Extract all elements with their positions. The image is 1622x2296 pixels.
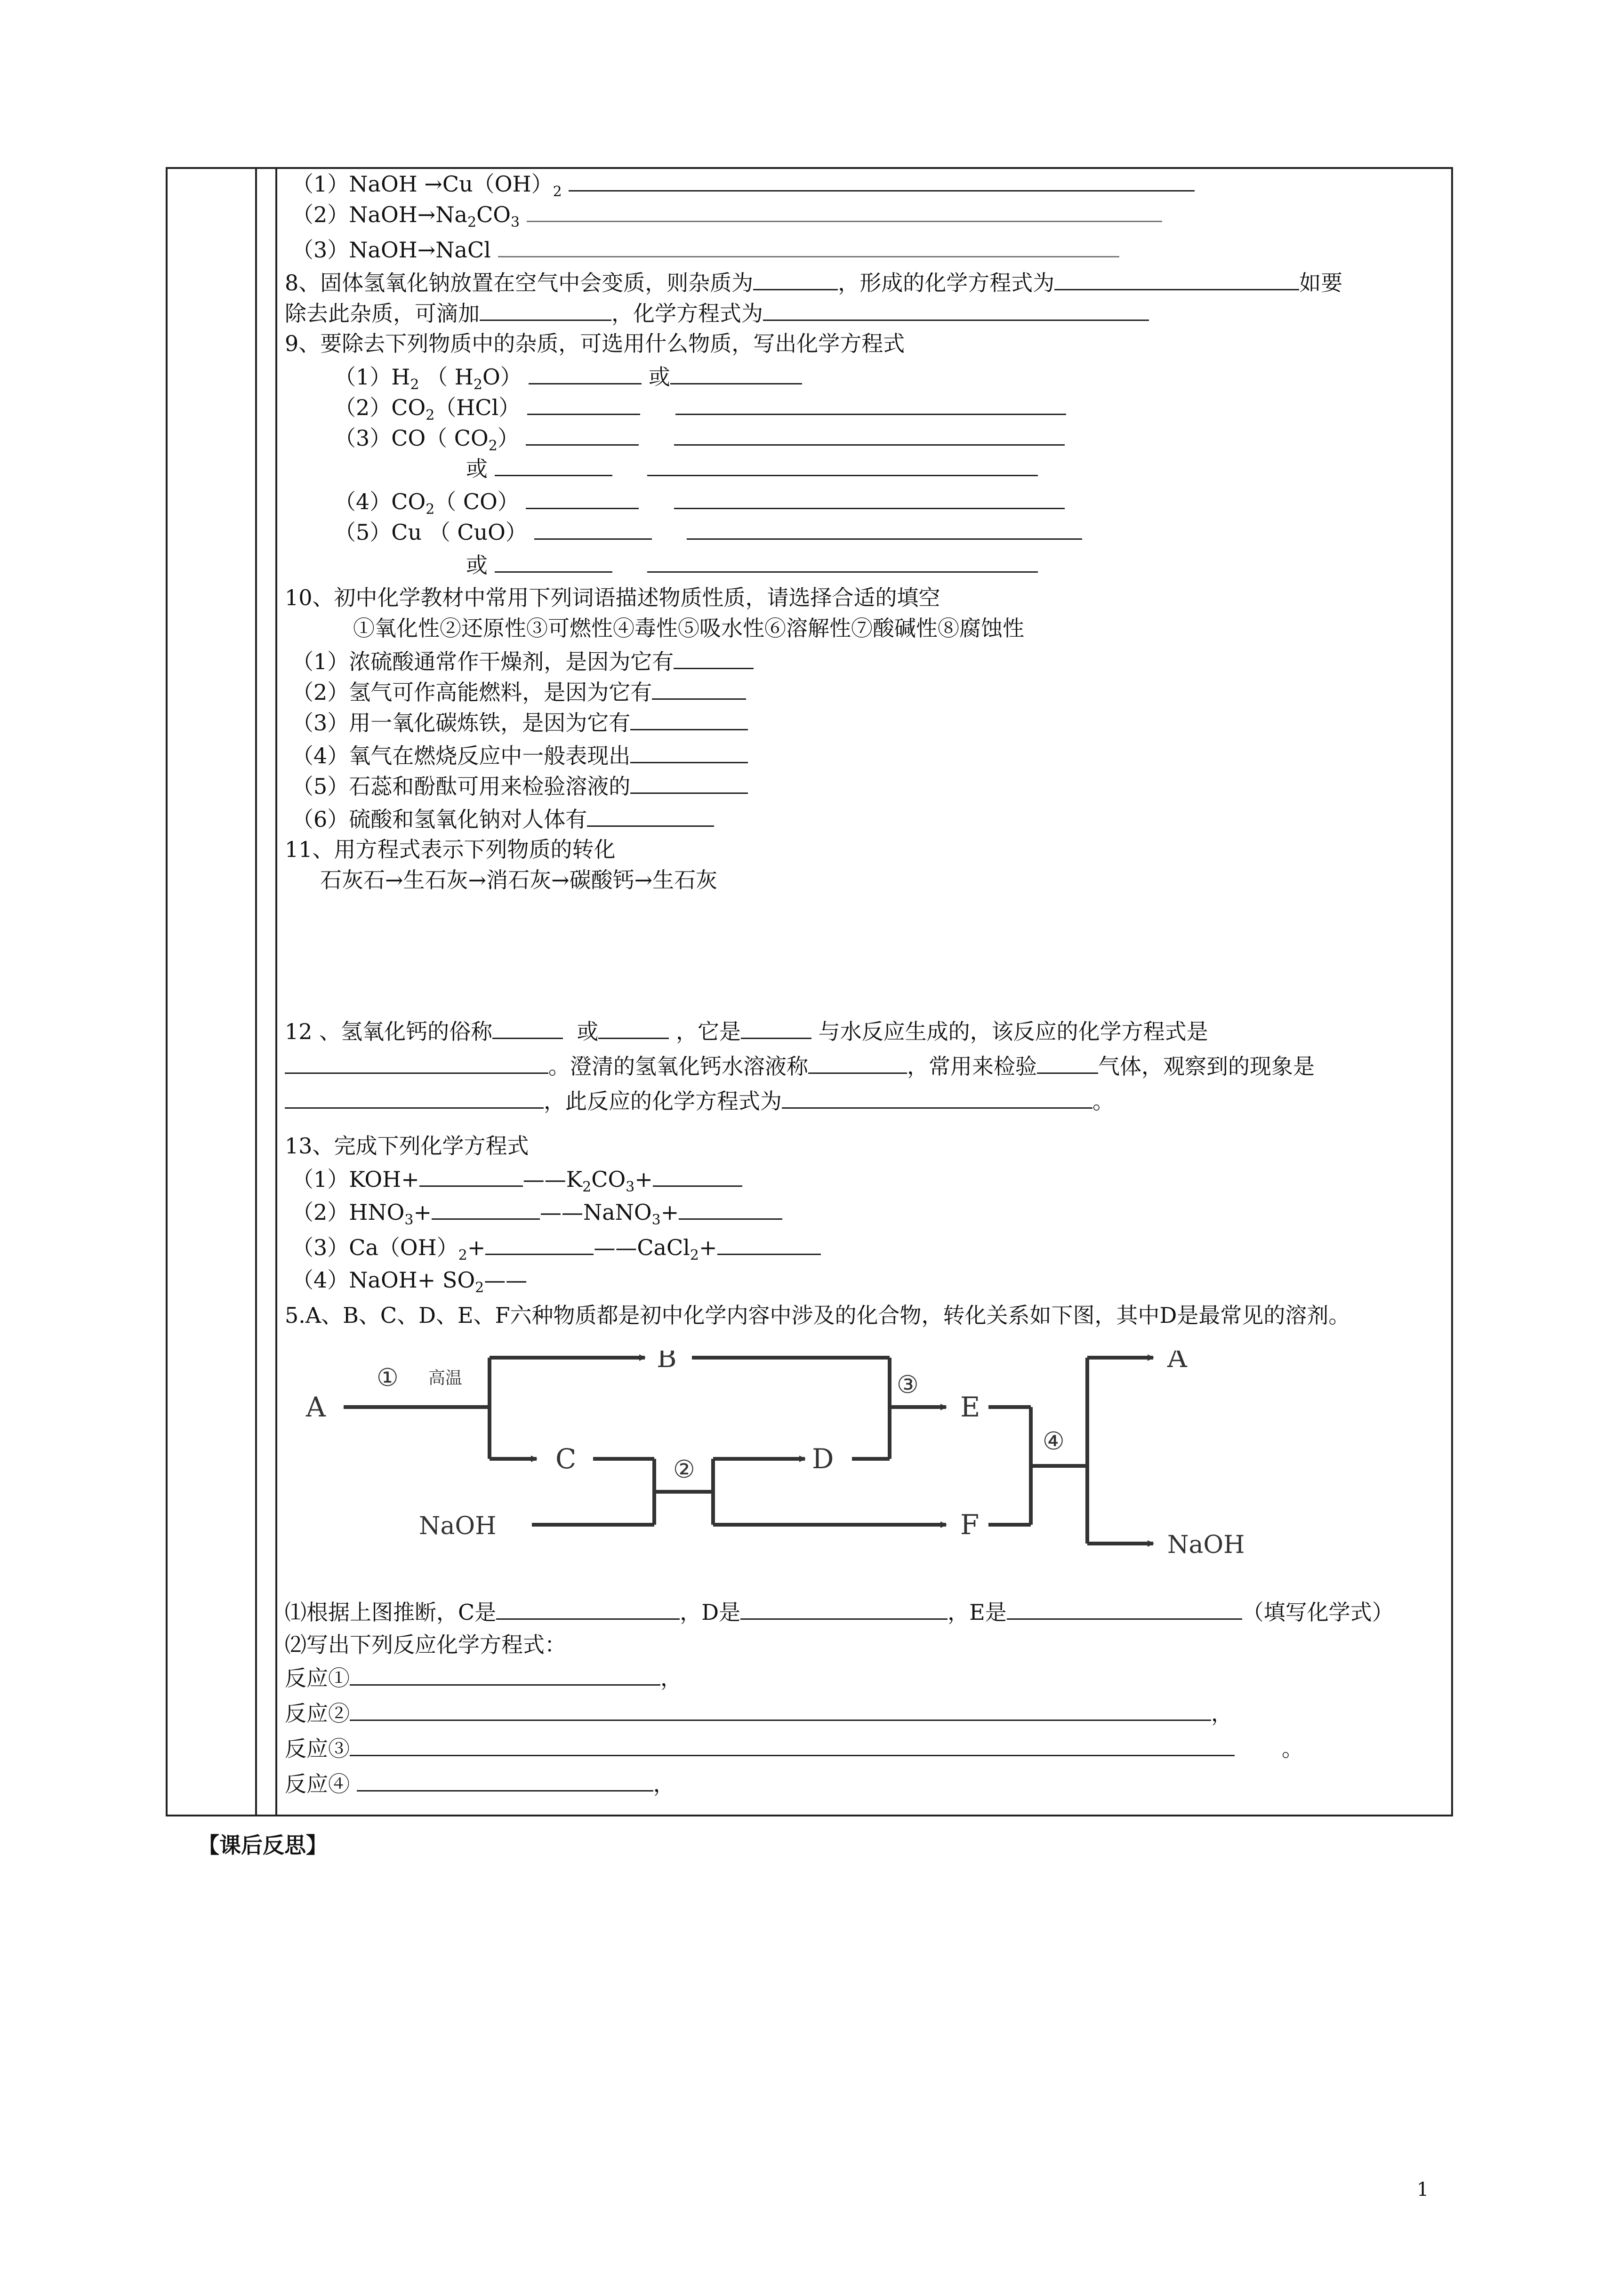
answer-blank[interactable] xyxy=(350,1664,660,1686)
answer-blank[interactable] xyxy=(285,1087,544,1109)
answer-blank[interactable] xyxy=(674,487,1065,509)
answer-blank[interactable] xyxy=(782,1087,1092,1109)
diagram-labels xyxy=(305,1351,1245,1559)
product-a: A xyxy=(1167,1351,1187,1374)
q13-item-2: $(2)HNO_3+$ ——NaNO$_3$+ xyxy=(292,1198,782,1234)
answer-blank[interactable] xyxy=(495,454,612,476)
answer-blank[interactable] xyxy=(674,647,754,669)
node-e: E xyxy=(960,1391,980,1423)
answer-blank[interactable] xyxy=(630,741,748,763)
conversion-diagram xyxy=(292,1351,1290,1595)
answer-blank[interactable] xyxy=(529,362,642,384)
q13-title: 13、完成下列化学方程式 xyxy=(285,1133,529,1159)
reaction-1-condition: 高温 xyxy=(428,1368,463,1388)
q9-item-2: $(2)CO_2(HCl)$ xyxy=(334,393,1066,430)
conversion-diagram-svg xyxy=(292,1351,1290,1595)
q10-item-2: （2）氢气可作高能燃料，是因为它有 xyxy=(292,678,746,706)
answer-blank[interactable] xyxy=(419,1165,523,1187)
answer-blank[interactable] xyxy=(526,487,639,509)
answer-blank[interactable] xyxy=(647,551,1038,573)
q13-item-4: （4）NaOH+ $SO_2——$ xyxy=(292,1267,528,1296)
q10-item-6: （6）硫酸和氢氧化钠对人体有 xyxy=(292,805,714,833)
q9-item-5: （5）Cu （ CuO） xyxy=(334,518,1082,546)
answer-blank[interactable] xyxy=(674,424,1065,446)
answer-blank[interactable] xyxy=(496,1598,680,1620)
q9-title: 9、要除去下列物质中的杂质，可选用什么物质，写出化学方程式 xyxy=(285,331,905,356)
answer-blank[interactable] xyxy=(652,678,746,700)
answer-blank[interactable] xyxy=(527,393,640,415)
answer-blank[interactable] xyxy=(653,1165,742,1187)
answer-blank[interactable] xyxy=(647,454,1038,476)
q13-item-1: $(1)KOH+ ——K_2CO_3+$ xyxy=(292,1165,742,1201)
reaction-line-3: 反应③ 。 xyxy=(285,1734,1303,1763)
answer-blank[interactable] xyxy=(534,518,652,540)
answer-blank[interactable] xyxy=(432,1198,540,1220)
answer-blank[interactable] xyxy=(480,299,611,321)
q7-item-3: （3）NaOH→NaCl xyxy=(292,235,1119,264)
answer-blank[interactable] xyxy=(350,1699,1211,1721)
answer-blank[interactable] xyxy=(1054,268,1299,290)
reagent-naoh: NaOH xyxy=(419,1512,497,1540)
node-b: B xyxy=(657,1351,677,1374)
reaction-2-marker: ② xyxy=(673,1456,695,1484)
table-divider-1 xyxy=(255,169,257,1815)
answer-blank[interactable] xyxy=(753,268,838,290)
q10-options: ①氧化性②还原性③可燃性④毒性⑤吸水性⑥溶解性⑦酸碱性⑧腐蚀性 xyxy=(353,616,1024,641)
node-c: C xyxy=(555,1443,577,1475)
answer-blank[interactable] xyxy=(717,1233,821,1255)
q7-item-2: $(2)NaOH\to Na_2CO_3$ xyxy=(292,200,1162,237)
q8-line-1: 8、固体氢氧化钠放置在空气中会变质，则杂质为 ，形成的化学方程式为 如要 xyxy=(285,268,1342,297)
answer-blank[interactable] xyxy=(492,1017,563,1039)
reaction-3-marker: ③ xyxy=(897,1371,919,1399)
node-a: A xyxy=(306,1391,326,1423)
reaction-1-marker: ① xyxy=(377,1364,399,1392)
answer-blank[interactable] xyxy=(587,805,714,827)
answer-blank[interactable] xyxy=(569,169,1195,192)
q10-item-3: （3）用一氧化碳炼铁，是因为它有 xyxy=(292,708,748,737)
answer-blank[interactable] xyxy=(1007,1598,1242,1620)
reaction-4-marker: ④ xyxy=(1043,1427,1065,1456)
answer-blank[interactable] xyxy=(679,1198,782,1220)
answer-blank[interactable] xyxy=(527,200,1162,222)
q9-item-3: （3）CO（ $CO_2$） xyxy=(334,424,1065,460)
q9-item-4: $(4)CO_2$（ CO） xyxy=(334,487,1065,524)
answer-blank[interactable] xyxy=(763,299,1149,321)
answer-blank[interactable] xyxy=(485,1233,594,1255)
answer-blank[interactable] xyxy=(526,424,639,446)
q5-subquestion-2: ⑵写出下列反应化学方程式： xyxy=(285,1632,566,1657)
answer-blank[interactable] xyxy=(808,1052,907,1074)
q10-item-1: （1）浓硫酸通常作干燥剂，是因为它有 xyxy=(292,647,754,676)
answer-blank[interactable] xyxy=(630,708,748,730)
q8-line-2: 除去此杂质，可滴加 ，化学方程式为 xyxy=(285,299,1149,328)
q5-title: 5.A、B、C、D、E、F六种物质都是初中化学内容中涉及的化合物，转化关系如下图，其中D是最常见的溶剂。 xyxy=(285,1303,1350,1328)
q7-item-1: （1）NaOH $\to Cu(OH)_2$ xyxy=(292,169,1195,206)
answer-blank[interactable] xyxy=(350,1734,1235,1756)
answer-blank[interactable] xyxy=(675,393,1066,415)
answer-blank[interactable] xyxy=(740,1598,948,1620)
answer-blank[interactable] xyxy=(687,518,1082,540)
answer-blank[interactable] xyxy=(357,1769,653,1792)
reflection-heading: 【课后反思】 xyxy=(198,1832,328,1858)
answer-blank[interactable] xyxy=(741,1017,811,1039)
answer-blank[interactable] xyxy=(498,235,1119,257)
q10-item-5: （5）石蕊和酚酞可用来检验溶液的 xyxy=(292,772,748,800)
q10-item-4: （4）氧气在燃烧反应中一般表现出 xyxy=(292,741,748,770)
answer-blank[interactable] xyxy=(1037,1052,1098,1074)
q11-title: 11、用方程式表示下列物质的转化 xyxy=(285,837,616,862)
reaction-line-1: 反应① ， xyxy=(285,1664,682,1692)
page-number: 1 xyxy=(1417,2179,1429,2200)
q11-chain: 石灰石→生石灰→消石灰→碳酸钙→生石灰 xyxy=(320,867,718,893)
node-f: F xyxy=(960,1509,980,1541)
answer-blank[interactable] xyxy=(285,1052,548,1074)
q9-item-5-or: 或 xyxy=(466,551,1038,579)
answer-blank[interactable] xyxy=(670,362,802,384)
q13-item-3: $(3)Ca(OH)_2+$ ——CaCl$_2$+ xyxy=(292,1233,821,1270)
q12-paragraph: 12 、氢氧化钙的俗称 或 ，它是 与水反应生成的，该反应的化学方程式是 。澄清的氢氧化钙水溶液称 ，常用来检验 气体，观察到的现象是 ，此反应的化学方程式为 。 xyxy=(285,1014,1445,1119)
node-d: D xyxy=(812,1443,834,1475)
q9-item-1: $(1)H_2$ （ $H_2O$） 或 xyxy=(334,362,802,399)
answer-blank[interactable] xyxy=(598,1017,669,1039)
table-divider-2 xyxy=(275,169,277,1815)
q10-title: 10、初中化学教材中常用下列词语描述物质性质，请选择合适的填空 xyxy=(285,585,940,610)
answer-blank[interactable] xyxy=(495,551,612,573)
answer-blank[interactable] xyxy=(630,772,748,794)
q5-subquestion-1: ⑴根据上图推断，C是 ，D是 ，E是 （填写化学式） xyxy=(285,1598,1394,1626)
q9-item-3-or: 或 xyxy=(466,454,1038,483)
reaction-line-2: 反应② ， xyxy=(285,1699,1233,1728)
product-naoh: NaOH xyxy=(1167,1531,1245,1559)
reaction-line-4: 反应④ ， xyxy=(285,1769,675,1798)
